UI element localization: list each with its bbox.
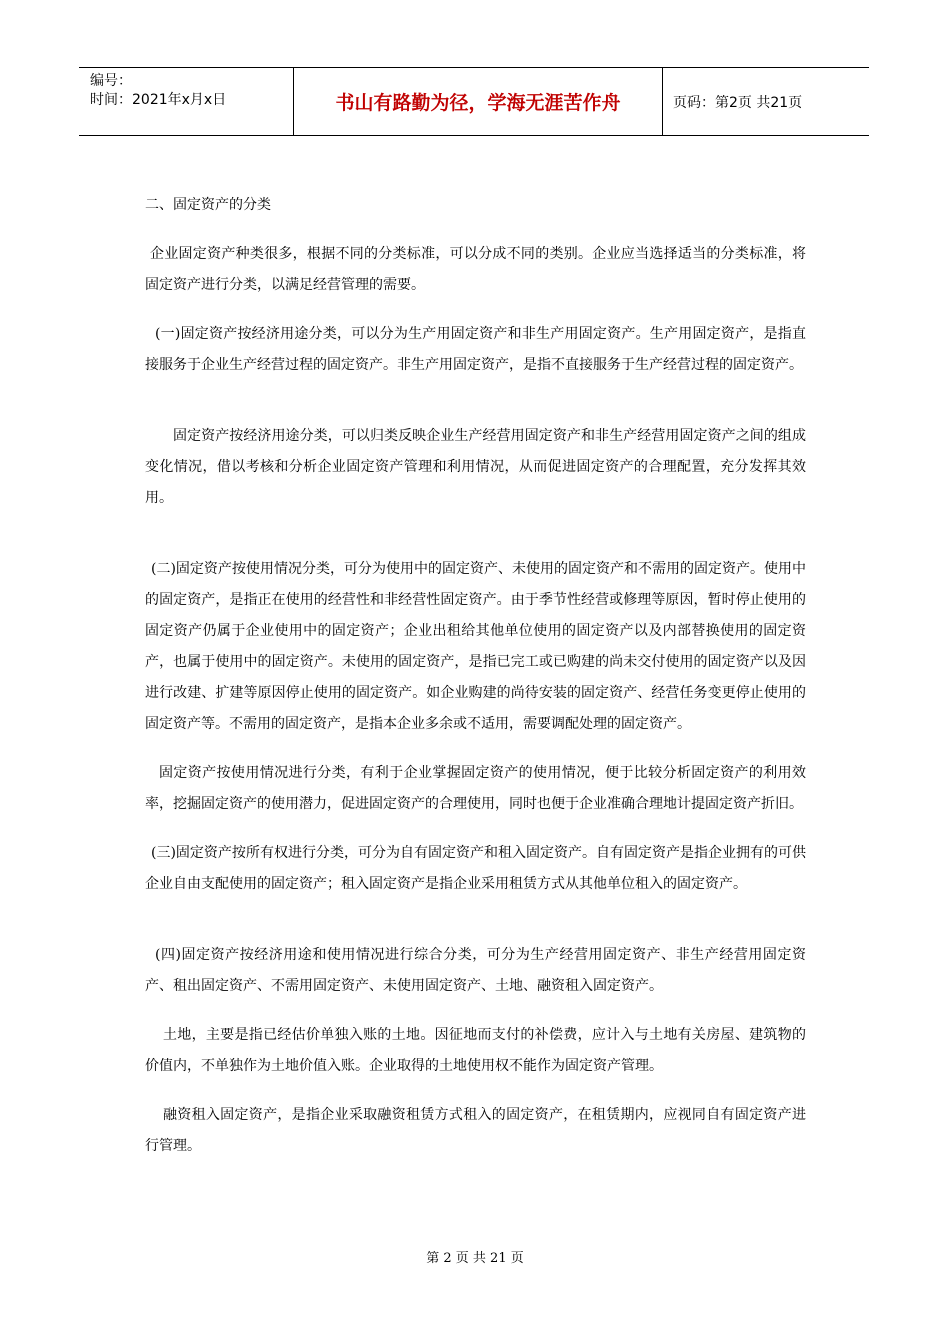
- paragraph-combined: (四)固定资产按经济用途和使用情况进行综合分类，可分为生产经营用固定资产、非生产经营用固定资产、租出固定资产、不需用固定资产、未使用固定资产、土地、融资租入固定资产。: [145, 947, 806, 994]
- paragraph-land: 土地，主要是指已经估价单独入账的土地。因征地而支付的补偿费，应计入与土地有关房屋、建筑物的价值内，不单独作为土地价值入账。企业取得的土地使用权不能作为固定资产管理。: [145, 1027, 806, 1074]
- paragraph-economic-use: (一)固定资产按经济用途分类，可以分为生产用固定资产和非生产用固定资产。生产用固定资产，是指直接服务于企业生产经营过程的固定资产。非生产用固定资产，是指不直接服务于生产经营过程的固定资产。: [145, 326, 806, 373]
- header-page-info: 页码：第2页 共21页: [663, 68, 870, 136]
- header-motto: 书山有路勤为径，学海无涯苦作舟: [294, 68, 663, 136]
- header-meta-cell: [79, 68, 294, 136]
- paragraph-finance-lease: 融资租入固定资产，是指企业采取融资租赁方式租入的固定资产，在租赁期内，应视同自有固定资产进行管理。: [145, 1107, 806, 1154]
- page-footer: 第 2 页 共 21 页: [426, 1251, 524, 1266]
- paragraph-ownership: (三)固定资产按所有权进行分类，可分为自有固定资产和租入固定资产。自有固定资产是指企业拥有的可供企业自由支配使用的固定资产；租入固定资产是指企业采用租赁方式从其他单位租入的固定资产。: [145, 845, 806, 892]
- paragraph-economic-use-purpose: 固定资产按经济用途分类，可以归类反映企业生产经营用固定资产和非生产经营用固定资产之间的组成变化情况，借以考核和分析企业固定资产管理和利用情况，从而促进固定资产的合理配置，充分发挥其效用。: [145, 428, 806, 506]
- paragraph-usage-status-purpose: 固定资产按使用情况进行分类，有利于企业掌握固定资产的使用情况，便于比较分析固定资产的利用效率，挖掘固定资产的使用潜力，促进固定资产的合理使用，同时也便于企业准确合理地计提固定资产折旧。: [145, 765, 806, 812]
- time-label: 时间：2021年x月x日: [90, 92, 227, 108]
- document-header: [79, 67, 869, 136]
- number-label: 编号：: [90, 73, 132, 89]
- section-heading: 二、固定资产的分类: [145, 197, 271, 213]
- paragraph-intro: 企业固定资产种类很多，根据不同的分类标准，可以分成不同的类别。企业应当选择适当的分类标准，将固定资产进行分类，以满足经营管理的需要。: [145, 246, 806, 293]
- paragraph-usage-status: (二)固定资产按使用情况分类，可分为使用中的固定资产、未使用的固定资产和不需用的固定资产。使用中的固定资产，是指正在使用的经营性和非经营性固定资产。由于季节性经营或修理等原因，暂时停止使用的固定资产仍属于企业使用中的固定资产；企业出租给其他单位使用的固定资产以及内部替换使用的固定资产，也属于使用中的固定资产。未使用的固定资产，是指已完工或已购建的尚未交付使用的固定资产以及因进行改建、扩建等原因停止使用的固定资产。如企业购建的尚待安装的固定资产、经营任务变更停止使用的固定资产等。不需用的固定资产，是指本企业多余或不适用，需要调配处理的固定资产。: [145, 561, 806, 732]
- document-body: [145, 190, 806, 1162]
